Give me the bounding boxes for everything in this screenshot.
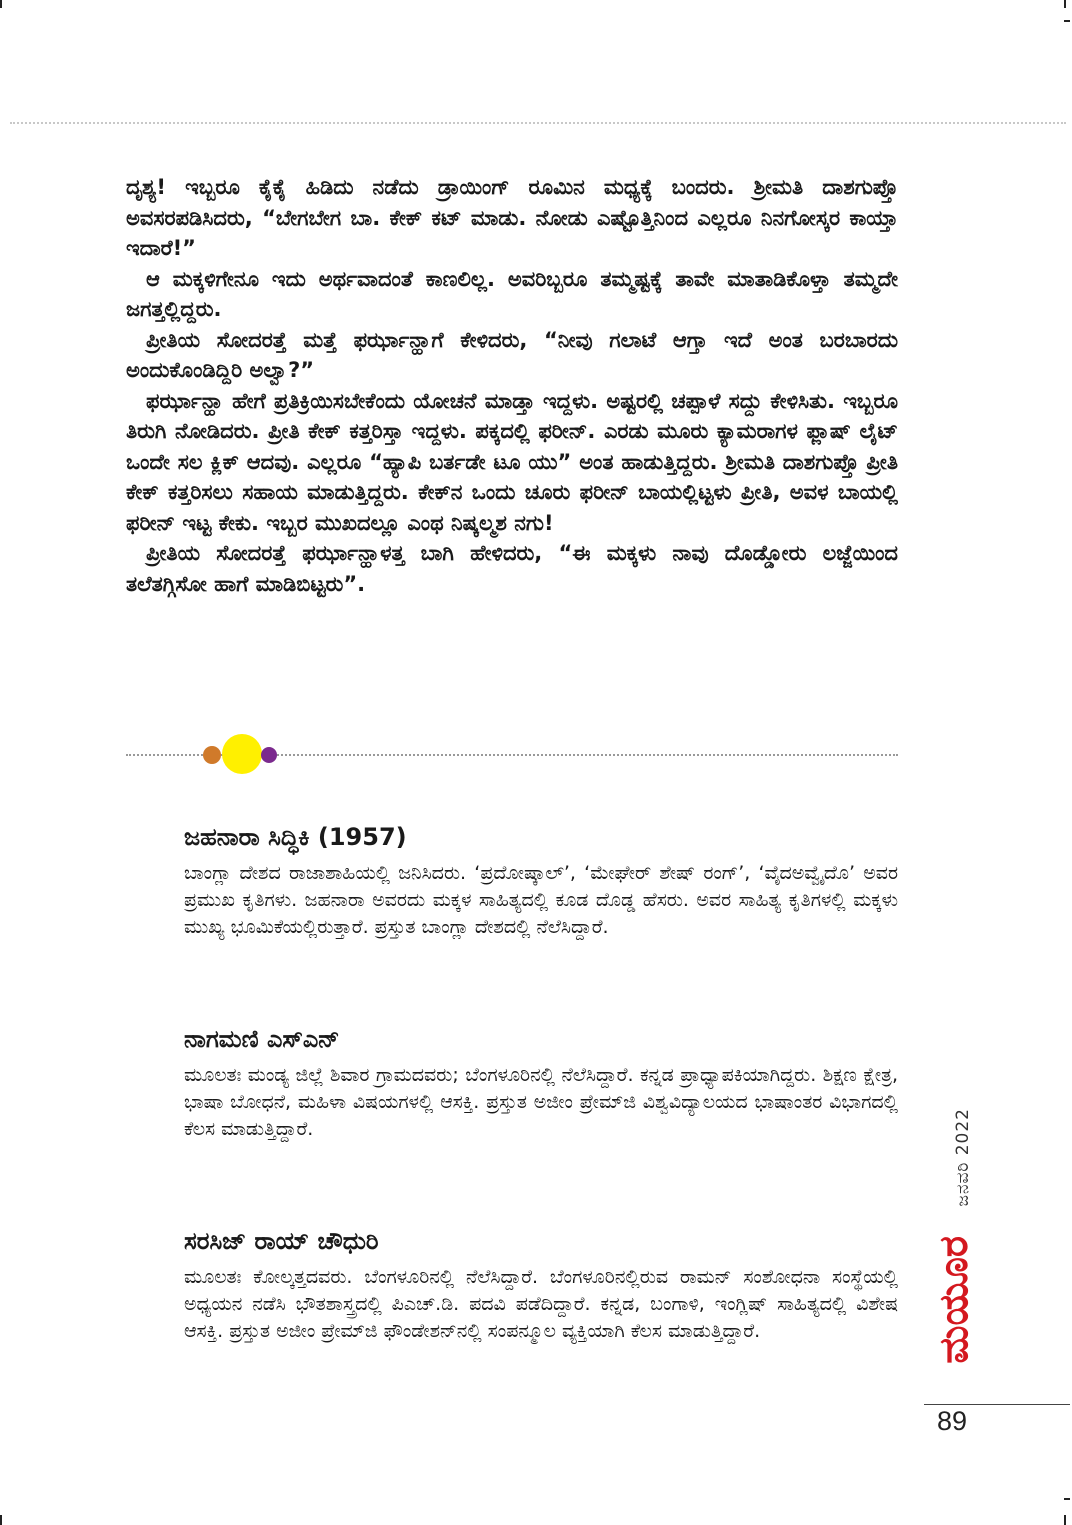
crop-mark-bottom-right — [1064, 1515, 1066, 1525]
story-paragraph: ಫರ್ಝಾನ್ಹಾ ಹೇಗೆ ಪ್ರತಿಕ್ರಿಯಿಸಬೇಕೆಂದು ಯೋಚನೆ ಮಾಡ್ತಾ ಇದ್ದಳು. ಅಷ್ಟರಲ್ಲಿ ಚಪ್ಪಾಳೆ ಸದ್ದು ಕೇಳಿಸಿತು. ಇಬ್ಬರೂ ತಿರುಗಿ ನೋಡಿದರು. ಪ್ರೀತಿ ಕೇಕ್ ಕತ್ತರಿಸ್ತಾ ಇದ್ದಳು. ಪಕ್ಕದಲ್ಲಿ ಫರೀನ್. ಎರಡು ಮೂರು ಕ್ಯಾಮರಾಗಳ ಫ್ಲಾಷ್ ಲೈಟ್ ಒಂದೇ ಸಲ ಕ್ಲಿಕ್ ಆದವು. ಎಲ್ಲರೂ “ಹ್ಯಾಪಿ ಬರ್ತಡೇ ಟೂ ಯು” ಅಂತ ಹಾಡುತ್ತಿದ್ದರು. ಶ್ರೀಮತಿ ದಾಶಗುಪ್ತೊ ಪ್ರೀತಿ ಕೇಕ್ ಕತ್ತರಿಸಲು ಸಹಾಯ ಮಾಡುತ್ತಿದ್ದರು. ಕೇಕ್‌ನ ಒಂದು ಚೂರು ಫರೀನ್ ಬಾಯಲ್ಲಿಟ್ಟಳು ಪ್ರೀತಿ, ಅವಳ ಬಾಯಲ್ಲಿ ಫರೀನ್ ಇಟ್ಟ ಕೇಕು. ಇಬ್ಬರ ಮುಖದಲ್ಲೂ ಎಂಥ ನಿಷ್ಕಲ್ಮಶ ನಗು! — [126, 388, 898, 535]
author-bio-text: ಬಾಂಗ್ಲಾ ದೇಶದ ರಾಜಾಶಾಹಿಯಲ್ಲಿ ಜನಿಸಿದರು. ‘ಪ್ರದೋಷ್ಕಾಲ್’, ‘ಮೇಘೇರ್ ಶೇಷ್ ರಂಗ್’, ‘ವೈದಅವ್ವೈದೊ’ ಅವರ ಪ್ರಮುಖ ಕೃತಿಗಳು. ಜಹನಾರಾ ಅವರದು ಮಕ್ಕಳ ಸಾಹಿತ್ಯದಲ್ಲಿ ಕೂಡ ದೊಡ್ಡ ಹೆಸರು. ಅವರ ಸಾಹಿತ್ಯ ಕೃತಿಗಳಲ್ಲಿ ಮಕ್ಕಳು ಮುಖ್ಯ ಭೂಮಿಕೆಯಲ್ಲಿರುತ್ತಾರೆ. ಪ್ರಸ್ತುತ ಬಾಂಗ್ಲಾ ದೇಶದಲ್ಲಿ ನೆಲೆಸಿದ್ದಾರೆ. — [184, 862, 898, 938]
author-name: ಸರಸಿಜ್ ರಾಯ್ ಚೌಧುರಿ — [184, 1227, 379, 1255]
crop-mark-bottom-left — [0, 1515, 2, 1525]
author-bio-text: ಮೂಲತಃ ಕೋಲ್ಕತ್ತದವರು. ಬೆಂಗಳೂರಿನಲ್ಲಿ ನೆಲೆಸಿದ್ದಾರೆ. ಬೆಂಗಳೂರಿನಲ್ಲಿರುವ ರಾಮನ್ ಸಂಶೋಧನಾ ಸಂಸ್ಥೆಯಲ್ಲಿ ಅಧ್ಯಯನ ನಡೆಸಿ ಭೌತಶಾಸ್ತ್ರದಲ್ಲಿ ಪಿಎಚ್.ಡಿ. ಪದವಿ ಪಡೆದಿದ್ದಾರೆ. ಕನ್ನಡ, ಬಂಗಾಳಿ, ಇಂಗ್ಲಿಷ್ ಸಾಹಿತ್ಯದಲ್ಲಿ ವಿಶೇಷ ಆಸಕ್ತಿ. ಪ್ರಸ್ತುತ ಅಜೀಂ ಪ್ರೇಮ್‌ಜಿ ಫೌಂಡೇಶನ್‌ನಲ್ಲಿ ಸಂಪನ್ಮೂಲ ವ್ಯಕ್ತಿಯಾಗಿ ಕೆಲಸ ಮಾಡುತ್ತಿದ್ದಾರೆ. — [184, 1266, 898, 1342]
story-text — [126, 172, 898, 599]
top-dotted-rule — [10, 122, 1066, 124]
crop-mark-top-right — [1064, 0, 1066, 8]
yellow-dot-decoration — [222, 734, 262, 774]
purple-dot-decoration — [261, 747, 277, 763]
author-name: ಜಹನಾರಾ ಸಿದ್ಧಿಕಿ (1957) — [184, 823, 407, 851]
crop-mark-right-upper — [1064, 20, 1070, 22]
author-bio-2 — [184, 1024, 898, 1143]
author-bio-text: ಮೂಲತಃ ಮಂಡ್ಯ ಜಿಲ್ಲೆ ಶಿವಾರ ಗ್ರಾಮದವರು; ಬೆಂಗಳೂರಿನಲ್ಲಿ ನೆಲೆಸಿದ್ದಾರೆ. ಕನ್ನಡ ಪ್ರಾಧ್ಯಾಪಕಿಯಾಗಿದ್ದರು. ಶಿಕ್ಷಣ ಕ್ಷೇತ್ರ, ಭಾಷಾ ಬೋಧನೆ, ಮಹಿಳಾ ವಿಷಯಗಳಲ್ಲಿ ಆಸಕ್ತಿ. ಪ್ರಸ್ತುತ ಅಜೀಂ ಪ್ರೇಮ್‌ಜಿ ವಿಶ್ವವಿದ್ಯಾಲಯದ ಭಾಷಾಂತರ ವಿಭಾಗದಲ್ಲಿ ಕೆಲಸ ಮಾಡುತ್ತಿದ್ದಾರೆ. — [184, 1064, 898, 1140]
orange-dot-decoration — [203, 746, 221, 764]
page-number-rule — [924, 1404, 1070, 1405]
author-bio-3 — [184, 1226, 898, 1345]
issue-date: ಜನವರಿ 2022 — [953, 1108, 973, 1207]
page-number: 89 — [937, 1406, 968, 1436]
crop-mark-right-lower — [1064, 1498, 1070, 1500]
story-paragraph: ಪ್ರೀತಿಯ ಸೋದರತ್ತೆ ಮತ್ತೆ ಫರ್ಝಾನ್ಹಾಗೆ ಕೇಳಿದರು, “ನೀವು ಗಲಾಟೆ ಆಗ್ತಾ ಇದೆ ಅಂತ ಬರಬಾರದು ಅಂದುಕೊಂಡಿದ್ದಿರಿ ಅಲ್ವಾ?” — [126, 327, 898, 382]
magazine-logo: ಮಯೂರ — [931, 1236, 977, 1364]
story-paragraph: ಪ್ರೀತಿಯ ಸೋದರತ್ತೆ ಫರ್ಝಾನ್ಹಾಳತ್ತ ಬಾಗಿ ಹೇಳಿದರು, “ಈ ಮಕ್ಕಳು ನಾವು ದೊಡ್ಡೋರು ಲಜ್ಜೆಯಿಂದ ತಲೆತಗ್ಗಿಸೋ ಹಾಗೆ ಮಾಡಿಬಿಟ್ಟರು”. — [126, 541, 898, 596]
story-paragraph: ದೃಶ್ಯ! ಇಬ್ಬರೂ ಕೈಕೈ ಹಿಡಿದು ನಡೆದು ಡ್ರಾಯಿಂಗ್ ರೂಮಿನ ಮಧ್ಯಕ್ಕೆ ಬಂದರು. ಶ್ರೀಮತಿ ದಾಶಗುಪ್ತೊ ಅವಸರಪಡಿಸಿದರು, “ಬೇಗಬೇಗ ಬಾ. ಕೇಕ್ ಕಟ್ ಮಾಡು. ನೋಡು ಎಷ್ಟೊತ್ತಿನಿಂದ ಎಲ್ಲರೂ ನಿನಗೋಸ್ಕರ ಕಾಯ್ತಾ ಇದಾರೆ!” — [126, 175, 898, 260]
crop-mark-top-left — [0, 0, 2, 8]
story-paragraph: ಆ ಮಕ್ಕಳಿಗೇನೂ ಇದು ಅರ್ಥವಾದಂತೆ ಕಾಣಲಿಲ್ಲ. ಅವರಿಬ್ಬರೂ ತಮ್ಮಷ್ಟಕ್ಕೆ ತಾವೇ ಮಾತಾಡಿಕೊಳ್ತಾ ತಮ್ಮದೇ ಜಗತ್ತಲ್ಲಿದ್ದರು. — [126, 266, 898, 321]
author-name: ನಾಗಮಣಿ ಎಸ್ಎನ್ — [184, 1025, 340, 1053]
author-bio-1 — [184, 822, 898, 941]
